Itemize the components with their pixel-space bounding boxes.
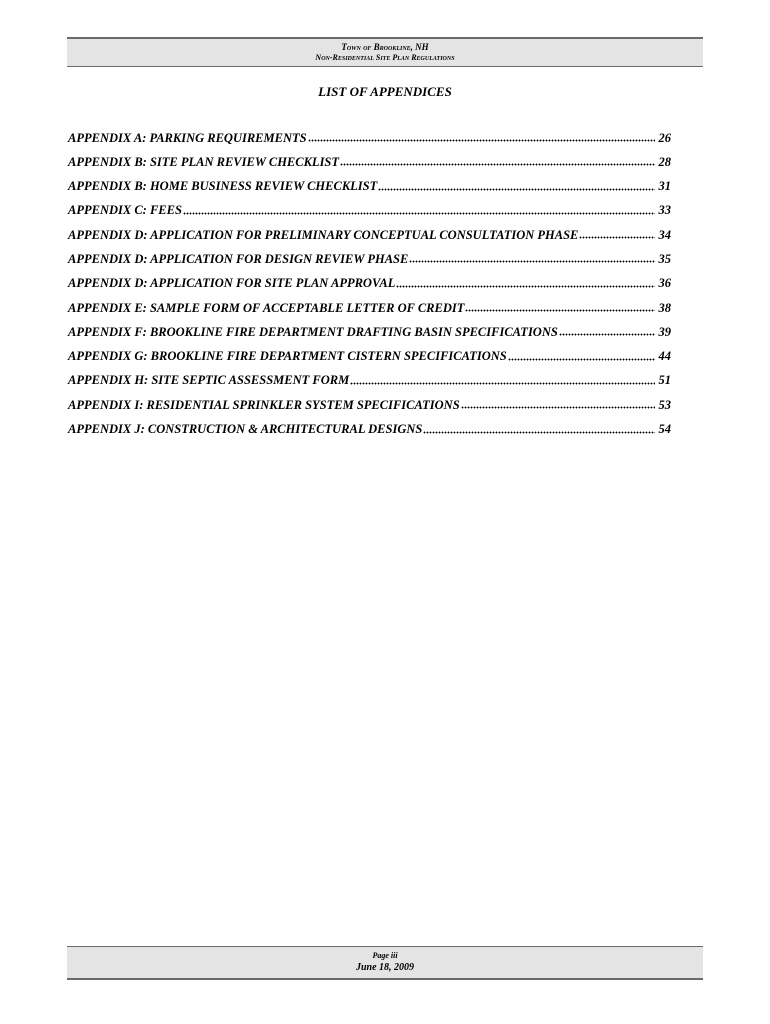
toc-entry-page: 35 <box>658 251 671 266</box>
toc-entry-appendix-f[interactable] <box>68 323 671 347</box>
dot-leader <box>396 276 655 289</box>
toc-entry-page: 28 <box>658 154 671 169</box>
toc-entry-page: 54 <box>658 422 671 437</box>
header-town-name: Town of Brookline, NH <box>341 42 429 52</box>
toc-entry-appendix-e[interactable] <box>68 299 671 323</box>
dot-leader <box>350 373 655 386</box>
dot-leader <box>423 422 655 435</box>
running-footer <box>67 946 703 980</box>
toc-entry-appendix-c[interactable] <box>68 202 671 226</box>
toc-entry-label: APPENDIX I: RESIDENTIAL SPRINKLER SYSTEM SPECIFICATIONS <box>68 397 460 412</box>
toc-entry-appendix-a[interactable] <box>68 129 671 153</box>
dot-leader <box>461 397 655 410</box>
toc-entry-label: APPENDIX D: APPLICATION FOR SITE PLAN APPROVAL <box>68 276 396 291</box>
dot-leader <box>409 251 655 264</box>
toc-entry-appendix-b-site-plan[interactable] <box>68 153 671 177</box>
toc-entry-page: 36 <box>658 276 671 291</box>
toc-entry-appendix-d-design-review[interactable] <box>68 250 671 274</box>
toc-entry-appendix-b-home-business[interactable] <box>68 178 671 202</box>
toc-entry-label: APPENDIX B: HOME BUSINESS REVIEW CHECKLIST <box>68 179 378 194</box>
running-header <box>67 37 703 67</box>
page-title: LIST OF APPENDICES <box>318 84 452 99</box>
toc-entry-page: 51 <box>658 373 671 388</box>
toc-entry-label: APPENDIX A: PARKING REQUIREMENTS <box>68 130 307 145</box>
toc-entry-page: 31 <box>658 179 671 194</box>
dot-leader <box>508 349 655 362</box>
toc-entry-appendix-d-preliminary[interactable] <box>68 226 671 250</box>
toc-entry-page: 34 <box>658 227 671 242</box>
dot-leader <box>378 179 655 192</box>
toc-entry-label: APPENDIX H: SITE SEPTIC ASSESSMENT FORM <box>68 373 350 388</box>
footer-date: June 18, 2009 <box>355 962 415 973</box>
toc-entry-appendix-j[interactable] <box>68 421 671 445</box>
toc-entry-label: APPENDIX G: BROOKLINE FIRE DEPARTMENT CISTERN SPECIFICATIONS <box>68 349 507 364</box>
toc-entry-label: APPENDIX J: CONSTRUCTION & ARCHITECTURAL DESIGNS <box>68 422 423 437</box>
toc-entry-label: APPENDIX E: SAMPLE FORM OF ACCEPTABLE LETTER OF CREDIT <box>68 300 465 315</box>
dot-leader <box>559 324 655 337</box>
dot-leader <box>579 227 655 240</box>
toc-entry-page: 44 <box>658 349 671 364</box>
toc-entry-page: 26 <box>658 130 671 145</box>
toc-entry-appendix-i[interactable] <box>68 396 671 420</box>
dot-leader <box>308 130 655 143</box>
toc-entry-page: 39 <box>658 324 671 339</box>
header-document-title: Non-Residential Site Plan Regulations <box>315 53 455 62</box>
toc-entry-page: 38 <box>658 300 671 315</box>
dot-leader <box>465 300 655 313</box>
footer-page-number: Page iii <box>372 951 398 960</box>
toc-entry-label: APPENDIX B: SITE PLAN REVIEW CHECKLIST <box>68 154 340 169</box>
toc-entry-appendix-d-site-plan-approval[interactable] <box>68 275 671 299</box>
dot-leader <box>340 154 655 167</box>
toc-entry-label: APPENDIX D: APPLICATION FOR PRELIMINARY CONCEPTUAL CONSULTATION PHASE <box>68 227 579 242</box>
toc-entry-label: APPENDIX F: BROOKLINE FIRE DEPARTMENT DRAFTING BASIN SPECIFICATIONS <box>68 324 558 339</box>
appendix-list <box>68 129 671 445</box>
toc-entry-label: APPENDIX C: FEES <box>68 203 182 218</box>
dot-leader <box>183 203 655 216</box>
toc-entry-appendix-g[interactable] <box>68 348 671 372</box>
toc-entry-appendix-h[interactable] <box>68 372 671 396</box>
toc-entry-label: APPENDIX D: APPLICATION FOR DESIGN REVIEW PHASE <box>68 251 409 266</box>
toc-entry-page: 53 <box>658 397 671 412</box>
toc-entry-page: 33 <box>658 203 671 218</box>
